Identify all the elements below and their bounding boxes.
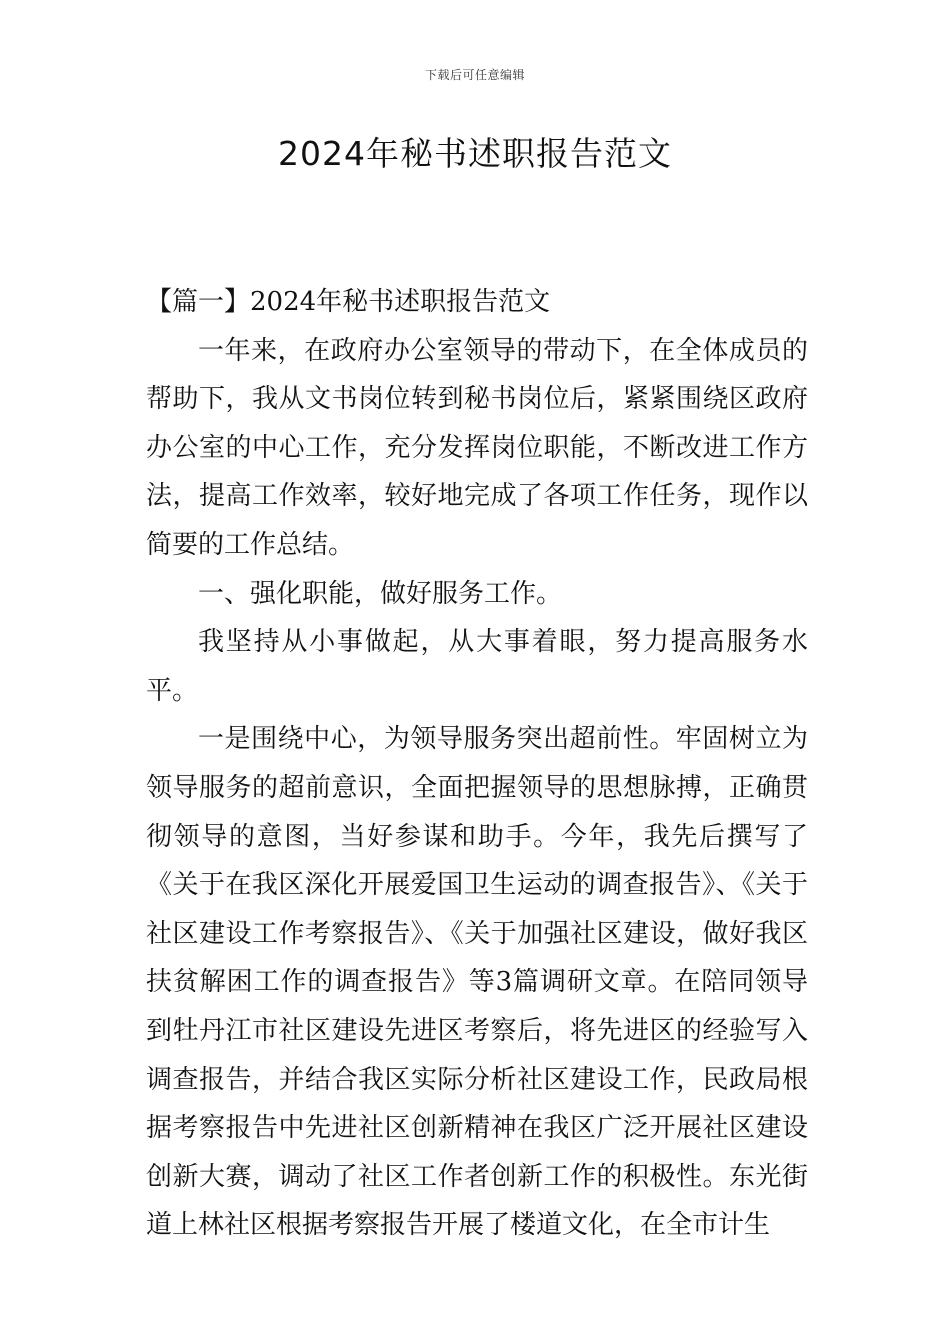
- paragraph-point-one: 一是围绕中心，为领导服务突出超前性。牢固树立为领导服务的超前意识，全面把握领导的思想脉搏，正确贯彻领导的意图，当好参谋和助手。今年，我先后撰写了《关于在我区深化开展爱国卫生运动的调查报告》、《关于社区建设工作考察报告》、《关于加强社区建设，做好我区扶贫解困工作的调查报告》等3篇调研文章。在陪同领导到牡丹江市社区建设先进区考察后，将先进区的经验写入调查报告，并结合我区实际分析社区建设工作，民政局根据考察报告中先进社区创新精神在我区广泛开展社区建设创新大赛，调动了社区工作者创新工作的积极性。东光街道上林社区根据考察报告开展了楼道文化，在全市计生: [146, 724, 808, 1241]
- paragraph-intro: 一年来，在政府办公室领导的带动下，在全体成员的帮助下，我从文书岗位转到秘书岗位后，紧紧围绕区政府办公室的中心工作，充分发挥岗位职能，不断改进工作方法，提高工作效率，较好地完成了各项工作任务，现作以简要的工作总结。: [146, 335, 808, 560]
- paragraph-service-principle: 我坚持从小事做起，从大事着眼，努力提高服务水平。: [146, 627, 808, 706]
- document-title: 2024年秘书述职报告范文: [278, 134, 672, 173]
- paragraph-section-one-heading: 一、强化职能，做好服务工作。: [198, 578, 563, 609]
- section-heading: 【篇一】2024年秘书述职报告范文: [146, 287, 551, 317]
- header-note: 下载后可任意编辑: [424, 68, 525, 82]
- document-body: [146, 278, 808, 1250]
